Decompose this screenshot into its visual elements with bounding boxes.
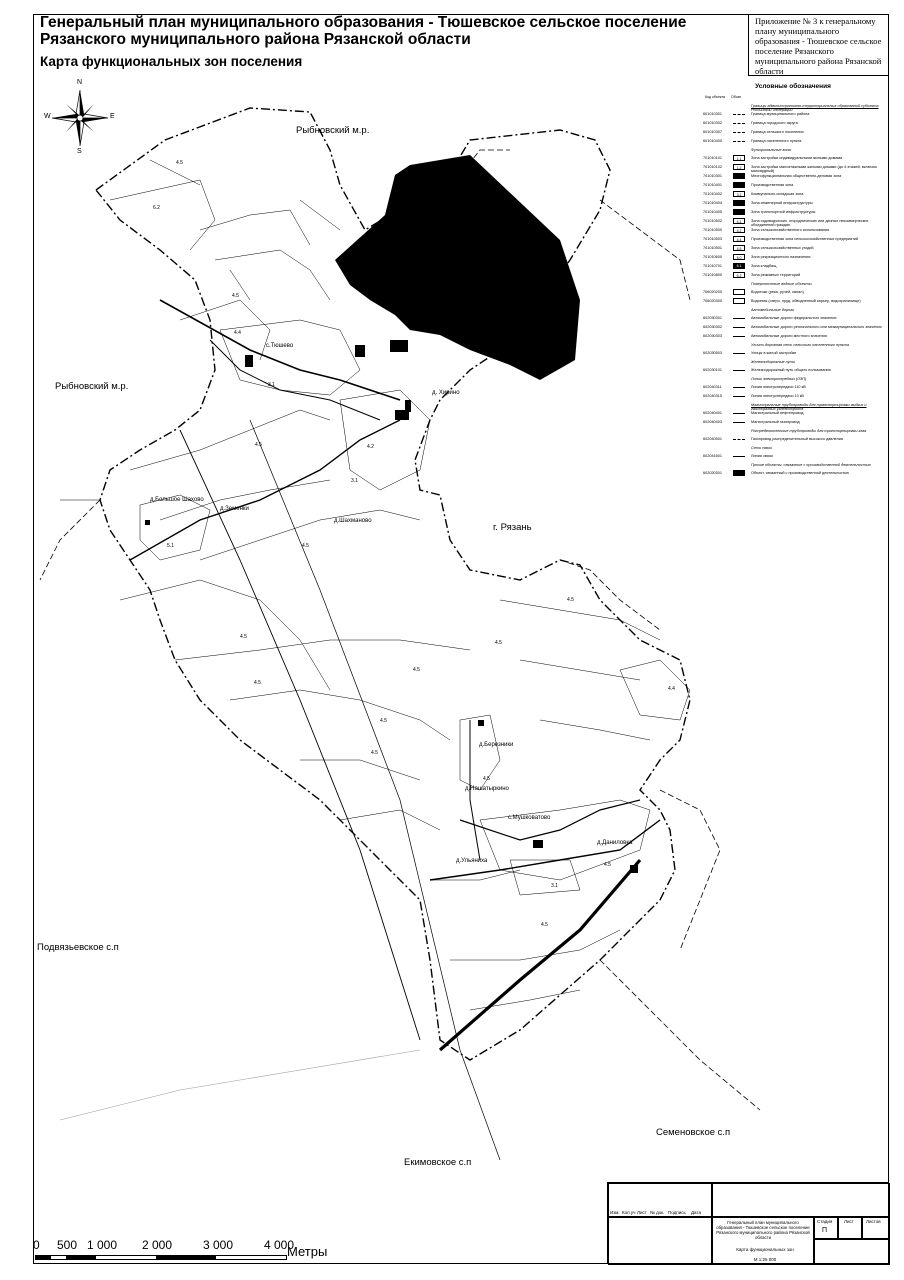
legend-code: 701010402 bbox=[703, 192, 723, 196]
legend-code: 602030101 bbox=[703, 368, 723, 372]
legend-row bbox=[703, 350, 885, 359]
legend-title: Условные обозначения bbox=[755, 83, 831, 90]
legend-row bbox=[703, 419, 885, 428]
settlement-label: с.Тюшево bbox=[266, 343, 294, 349]
legend-row bbox=[703, 173, 885, 182]
legend-row bbox=[703, 245, 885, 254]
scale-tick: 500 bbox=[57, 1238, 78, 1252]
zone-label: 4.5 bbox=[176, 160, 183, 166]
neighbor-label: Рыбновский м.р. bbox=[296, 125, 370, 136]
legend-text: Автомобильные дороги bbox=[751, 308, 795, 312]
legend-symbol-icon bbox=[733, 336, 745, 337]
settlement-label: д.Нашатыркино bbox=[465, 786, 509, 792]
legend-text: Коммунально-складская зона bbox=[751, 192, 804, 196]
compass-w-label: W bbox=[44, 113, 51, 120]
legend-code: 701010405 bbox=[703, 210, 723, 214]
legend-symbol-icon bbox=[733, 141, 745, 142]
legend-symbol-icon bbox=[733, 182, 745, 188]
legend-code: 706020200 bbox=[703, 290, 723, 294]
legend-row bbox=[703, 272, 885, 281]
transport-lines bbox=[60, 300, 660, 1160]
legend-text: Зона сельскохозяйственных угодий bbox=[751, 246, 814, 250]
settlement-label: д.Березники bbox=[479, 742, 514, 748]
legend-text: Граница городского округа bbox=[751, 121, 798, 125]
appendix-note: Приложение № 3 к генеральному плану муниципального образования - Тюшевское сельское поселение Рязанского муниципального района Рязанской области bbox=[748, 14, 888, 76]
legend-row bbox=[703, 298, 885, 307]
legend-row bbox=[703, 209, 885, 218]
legend-code: 601010400 bbox=[703, 139, 723, 143]
legend-symbol-icon bbox=[733, 387, 745, 388]
zone-label: 4.4 bbox=[234, 330, 241, 336]
legend-symbol-icon: 4.5 bbox=[733, 245, 745, 251]
legend-text: Зона садоводческих, огороднических или дачных некоммерческих объединений граждан bbox=[751, 219, 869, 227]
legend-row bbox=[703, 129, 885, 138]
legend-symbol-icon: 3.2 bbox=[733, 191, 745, 197]
legend-code: 602030503 bbox=[703, 351, 723, 355]
legend-text: Железнодорожные пути bbox=[751, 360, 795, 364]
legend-row bbox=[703, 218, 885, 227]
page-title: Генеральный план муниципального образования - Тюшевское сельское поселение Рязанского муниципального района Рязанской области bbox=[40, 14, 687, 48]
legend-symbol-icon: 4.1 bbox=[733, 218, 745, 224]
legend-symbol-icon bbox=[733, 456, 745, 457]
neighbor-label: Екимовское с.п bbox=[404, 1157, 472, 1168]
legend-text: Границы административно-территориальных образований субъекта Российской Федерации bbox=[751, 104, 879, 112]
legend-col-code: Код объекта bbox=[705, 95, 725, 99]
legend-code: 602040501 bbox=[703, 437, 723, 441]
legend-row bbox=[703, 164, 885, 173]
legend-symbol-icon bbox=[733, 370, 745, 371]
legend-text: Сети связи bbox=[751, 446, 772, 450]
legend-symbol-icon: 1.1 bbox=[733, 155, 745, 161]
legend-text: Газопровод распределительный высокого давления bbox=[751, 437, 843, 441]
legend-symbol-icon bbox=[733, 123, 745, 124]
compass-s-label: S bbox=[77, 148, 82, 155]
settlement-label: с.Мушковатово bbox=[508, 815, 551, 821]
legend-text: Зона инженерной инфраструктуры bbox=[751, 201, 813, 205]
legend-code: 701010102 bbox=[703, 165, 723, 169]
stamp-scale: М 1:25 000 bbox=[753, 1257, 777, 1262]
stamp-header: Подпись bbox=[668, 1210, 686, 1215]
compass-n-label: N bbox=[77, 79, 83, 86]
zone-label: 4.5 bbox=[371, 750, 378, 756]
legend-code: 701010301 bbox=[703, 174, 723, 178]
depot-block bbox=[390, 340, 408, 352]
legend-code: 602030303 bbox=[703, 334, 723, 338]
zone-label: 4.5 bbox=[232, 293, 239, 299]
legend-text: Линия электропередачи 110 кВ bbox=[751, 385, 806, 389]
legend-row bbox=[703, 367, 885, 376]
legend-text: Автомобильные дороги регионального или межмуниципального значения bbox=[751, 325, 882, 329]
scale-tick: 4 000 bbox=[264, 1238, 295, 1252]
legend-code: 701010701 bbox=[703, 264, 723, 268]
legend-code: 602020301 bbox=[703, 471, 723, 475]
legend-text: Поверхностные водные объекты bbox=[751, 282, 812, 286]
legend-text: Производственная зона сельскохозяйственных предприятий bbox=[751, 237, 859, 241]
legend-symbol-icon: 6.1 bbox=[733, 263, 745, 269]
legend-code: 602030302 bbox=[703, 325, 723, 329]
settlement-label: д.Земенки bbox=[220, 506, 249, 512]
compass-rose-icon bbox=[52, 90, 108, 146]
legend-symbol-icon bbox=[733, 396, 745, 397]
scale-tick: 3 000 bbox=[203, 1238, 234, 1252]
legend-text: Магистральный нефтепровод bbox=[751, 411, 804, 415]
legend-code: 602040401 bbox=[703, 411, 723, 415]
legend-code: 701010404 bbox=[703, 201, 723, 205]
legend-code: 602030301 bbox=[703, 316, 723, 320]
legend-code: 602041601 bbox=[703, 454, 723, 458]
neighbor-label: Семеновское с.п bbox=[656, 1127, 731, 1138]
zone-label: 4.5 bbox=[483, 776, 490, 782]
legend-code: 602040315 bbox=[703, 394, 723, 398]
legend-text: Зона рекреационного назначения bbox=[751, 255, 811, 259]
stamp-project: Генеральный план муниципального образования - Тюшевское сельское поселение Рязанского муниципального района Рязанской области bbox=[716, 1220, 810, 1240]
legend-text: Зона застройки индивидуальными жилыми домами bbox=[751, 156, 843, 160]
legend-row bbox=[703, 470, 885, 479]
legend-text: Магистральный газопровод bbox=[751, 420, 800, 424]
zone-label: 4.5 bbox=[413, 667, 420, 673]
legend-row bbox=[703, 254, 885, 263]
legend-text: Объект, связанный с производственной деятельностью bbox=[751, 471, 849, 475]
legend-text: Линия электропередачи 10 кВ bbox=[751, 394, 804, 398]
zone-label: 4.5 bbox=[495, 640, 502, 646]
legend-symbol-icon bbox=[733, 422, 745, 423]
legend-code: 701010600 bbox=[703, 255, 723, 259]
legend-symbol-icon bbox=[733, 114, 745, 115]
legend-symbol-icon bbox=[733, 298, 745, 304]
legend-text: Автомобильные дороги федерального значения bbox=[751, 316, 837, 320]
zone-label: 4.4 bbox=[668, 686, 675, 692]
zone-label: 6.2 bbox=[153, 205, 160, 211]
legend-code: 701010101 bbox=[703, 156, 723, 160]
zone-label: 5.1 bbox=[167, 543, 174, 549]
legend-text: Зона транспортной инфраструктуры bbox=[751, 210, 816, 214]
title-block bbox=[607, 1182, 889, 1264]
legend-code: 701010800 bbox=[703, 273, 723, 277]
legend-text: Автомобильные дороги местного значения bbox=[751, 334, 827, 338]
legend-row bbox=[703, 182, 885, 191]
settlement-label: д.Большое Шахово bbox=[150, 497, 204, 503]
stamp-header: № док. bbox=[650, 1210, 665, 1215]
legend-row bbox=[703, 436, 885, 445]
legend-row bbox=[703, 453, 885, 462]
legend-row bbox=[703, 384, 885, 393]
legend-code: 701010500 bbox=[703, 228, 723, 232]
legend-code: 601010307 bbox=[703, 130, 723, 134]
legend-symbol-icon bbox=[733, 209, 745, 215]
neighbor-label: г. Рязань bbox=[493, 522, 532, 533]
legend-symbol-icon bbox=[733, 439, 745, 440]
legend-symbol-icon bbox=[733, 353, 745, 354]
legend-text: Магистральные трубопроводы для транспортировки жидких и газообразных углеводородов bbox=[751, 403, 867, 411]
stamp-sheet-name: Карта функциональных зон bbox=[736, 1247, 794, 1252]
legend-symbol-icon: 6.2 bbox=[733, 272, 745, 278]
legend-symbol-icon bbox=[733, 200, 745, 206]
neighbor-label: Рыбновский м.р. bbox=[55, 381, 129, 392]
legend-text: Граница муниципального района bbox=[751, 112, 810, 116]
legend-symbol-icon bbox=[733, 173, 745, 179]
settlement-label: д.Шахманово bbox=[334, 518, 372, 524]
legend-text: Функциональные зоны bbox=[751, 148, 792, 152]
legend-text: Прочие объекты, связанные с производственной деятельностью bbox=[751, 463, 871, 467]
legend-code: 701010502 bbox=[703, 219, 723, 223]
legend-row bbox=[703, 138, 885, 147]
legend-panel bbox=[699, 81, 887, 501]
legend-row bbox=[703, 263, 885, 272]
scale-tick: 2 000 bbox=[142, 1238, 173, 1252]
settlement-label: д.Даниловка bbox=[597, 840, 633, 846]
stamp-stage-label: Стадия bbox=[817, 1219, 833, 1224]
legend-symbol-icon bbox=[733, 318, 745, 319]
legend-text: Зона режимных территорий bbox=[751, 273, 801, 277]
stamp-header: Изм. bbox=[610, 1210, 620, 1215]
legend-symbol-icon bbox=[733, 327, 745, 328]
legend-symbol-icon: 1.2 bbox=[733, 164, 745, 170]
legend-text: Водоемы (озеро, пруд, обводненный карьер, водохранилище) bbox=[751, 299, 861, 303]
legend-row bbox=[703, 410, 885, 419]
legend-row bbox=[703, 236, 885, 245]
legend-symbol-icon: 4.4 bbox=[733, 236, 745, 242]
industrial-zone bbox=[335, 155, 580, 380]
page-subtitle: Карта функциональных зон поселения bbox=[40, 54, 303, 69]
stamp-header: Кол.уч bbox=[622, 1210, 636, 1215]
legend-text: Зона застройки малоэтажными жилыми домами (до 4 этажей, включая мансардный) bbox=[751, 165, 877, 173]
scale-tick: 1 000 bbox=[87, 1238, 118, 1252]
legend-row bbox=[703, 333, 885, 342]
legend-row bbox=[703, 315, 885, 324]
stamp-header: Лист bbox=[637, 1210, 647, 1215]
legend-symbol-icon: 5.0 bbox=[733, 254, 745, 260]
legend-text: Железнодорожный путь общего пользования bbox=[751, 368, 831, 372]
legend-symbol-icon: 4.2 bbox=[733, 227, 745, 233]
legend-text: Многофункциональная общественно-деловая зона bbox=[751, 174, 842, 178]
zone-label: 4.5 bbox=[380, 718, 387, 724]
settlement-label: д.Ульяниха bbox=[456, 858, 488, 864]
legend-code: 701010503 bbox=[703, 237, 723, 241]
legend-code: 601010301 bbox=[703, 112, 723, 116]
zone-label: 4.5 bbox=[604, 862, 611, 868]
zone-label: 4.5 bbox=[567, 597, 574, 603]
legend-code: 602040403 bbox=[703, 420, 723, 424]
legend-text: Улично-дорожная сеть сельского населенного пункта bbox=[751, 343, 849, 347]
zone-label: 4.2 bbox=[367, 444, 374, 450]
legend-text: Производственная зона bbox=[751, 183, 794, 187]
legend-row bbox=[703, 200, 885, 209]
legend-row bbox=[703, 324, 885, 333]
legend-code: 602040311 bbox=[703, 385, 722, 389]
legend-code: 706020300 bbox=[703, 299, 723, 303]
legend-symbol-icon bbox=[733, 470, 745, 476]
legend-row bbox=[703, 393, 885, 402]
legend-code: 701010501 bbox=[703, 246, 723, 250]
neighbor-label: Подвязьевское с.п bbox=[37, 942, 119, 953]
scale-bar-graphic bbox=[35, 1255, 287, 1260]
zone-label: 3.1 bbox=[268, 382, 275, 388]
legend-symbol-icon bbox=[733, 132, 745, 133]
zone-label: 4.5 bbox=[240, 634, 247, 640]
zone-label: 4.5 bbox=[370, 253, 377, 259]
zone-label: 3.1 bbox=[551, 883, 558, 889]
legend-row bbox=[703, 191, 885, 200]
legend-row bbox=[703, 155, 885, 164]
zone-label: 3.1 bbox=[351, 478, 358, 484]
legend-text: Распределительные трубопроводы для транспортировки газа bbox=[751, 429, 867, 433]
legend-text: Зона сельскохозяйственного использования bbox=[751, 228, 830, 232]
legend-symbol-icon bbox=[733, 413, 745, 414]
legend-row bbox=[703, 227, 885, 236]
scale-bar bbox=[33, 1238, 328, 1268]
legend-col-sym: Обозн. bbox=[731, 95, 743, 99]
legend-row bbox=[703, 289, 885, 298]
legend-text: Граница сельского поселения bbox=[751, 130, 804, 134]
zone-label: 4.5 bbox=[302, 543, 309, 549]
scale-unit: Метры bbox=[287, 1244, 328, 1259]
settlement-label: д. Хирино bbox=[432, 390, 460, 396]
zone-label: 4.5 bbox=[255, 442, 262, 448]
stamp-header: Дата bbox=[691, 1210, 701, 1215]
zone-label: 4.5 bbox=[254, 680, 261, 686]
legend-row bbox=[703, 120, 885, 129]
compass-e-label: E bbox=[110, 113, 115, 120]
scale-tick: 0 bbox=[33, 1238, 40, 1252]
legend-text: Водотоки (река, ручей, канал) bbox=[751, 290, 804, 294]
stamp-sheets-label: Листов bbox=[866, 1219, 881, 1224]
legend-text: Граница населенного пункта bbox=[751, 139, 802, 143]
zone-label: 4.5 bbox=[541, 922, 548, 928]
legend-code: 701010401 bbox=[703, 183, 723, 187]
stamp-sheet-label: Лист bbox=[844, 1219, 854, 1224]
legend-text: Линия связи bbox=[751, 454, 773, 458]
stamp-stage: П bbox=[822, 1227, 828, 1234]
legend-symbol-icon bbox=[733, 289, 745, 295]
legend-text: Линии электропередачи (ЛЭП) bbox=[751, 377, 807, 381]
legend-text: Зона кладбищ bbox=[751, 264, 777, 268]
legend-text: Улицы в жилой застройке bbox=[751, 351, 797, 355]
legend-row bbox=[703, 111, 885, 120]
legend-code: 601010302 bbox=[703, 121, 723, 125]
